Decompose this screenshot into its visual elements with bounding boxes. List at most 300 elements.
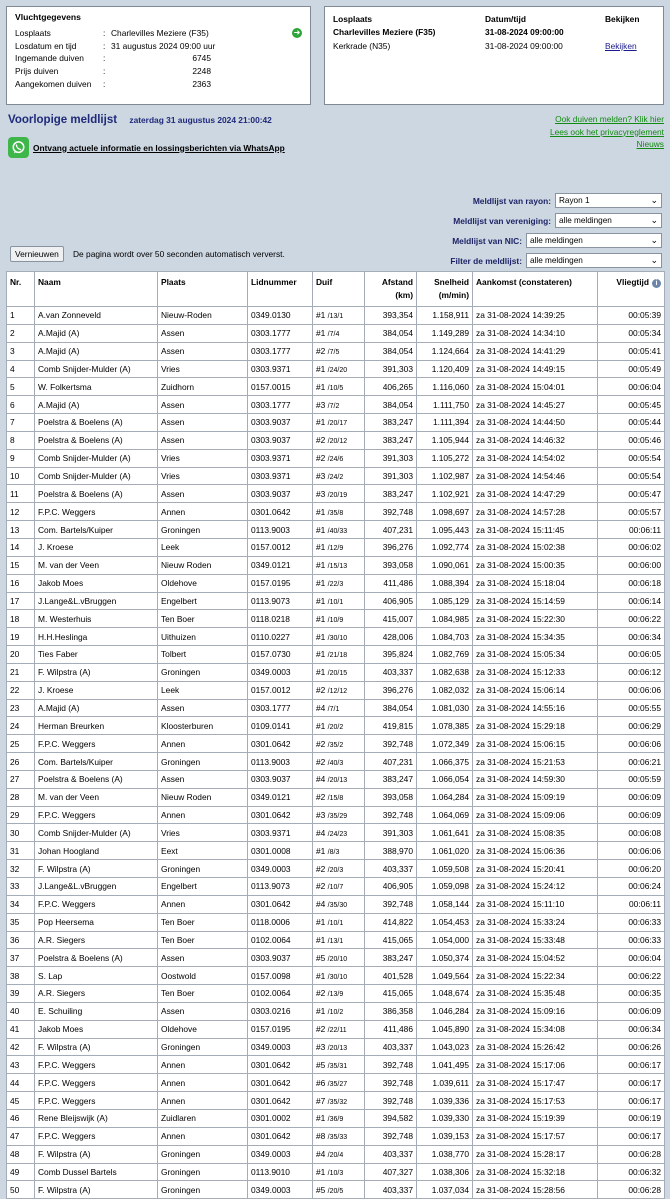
pigeon-sub: /21/18: [327, 652, 348, 660]
cell-arrival: za 31-08-2024 14:54:02: [473, 449, 598, 467]
cell-flight-time: 00:06:06: [598, 735, 665, 753]
pigeon-sub: /10/7: [327, 884, 344, 892]
cell-distance: 383,247: [365, 414, 417, 432]
pigeon-rank: #2: [316, 346, 326, 357]
cell-member: 0109.0141: [248, 717, 313, 735]
whatsapp-icon[interactable]: [8, 137, 29, 158]
pigeon-rank: #2: [316, 685, 326, 696]
cell-distance: 392,748: [365, 1056, 417, 1074]
pigeon-sub: /24/23: [327, 830, 348, 838]
cell-member: 0349.0003: [248, 860, 313, 878]
cell-nr: 13: [7, 521, 35, 539]
cell-pigeon: [313, 307, 365, 325]
table-row: [7, 967, 665, 985]
pigeon-rank: #1: [316, 970, 326, 981]
cell-name: A.Majid (A): [35, 396, 158, 414]
cell-speed: 1.038,770: [417, 1145, 473, 1163]
cell-place: Eext: [158, 842, 248, 860]
cell-nr: 20: [7, 646, 35, 664]
pigeon-rank: #2: [316, 792, 326, 803]
cell-member: 0301.0642: [248, 503, 313, 521]
cell-speed: 1.066,375: [417, 753, 473, 771]
cell-flight-time: 00:06:09: [598, 1002, 665, 1020]
privacy-link[interactable]: Lees ook het privacyreglement: [549, 126, 664, 137]
cell-name: F. Wilpstra (A): [35, 1181, 158, 1199]
filter-rayon-select[interactable]: [555, 193, 662, 208]
pigeon-rank: #1: [316, 417, 326, 428]
page-title: Voorlopige meldlijst: [8, 114, 118, 126]
cell-name: Comb Snijder-Mulder (A): [35, 467, 158, 485]
cell-distance: 383,247: [365, 949, 417, 967]
cell-place: Annen: [158, 503, 248, 521]
cell-pigeon: [313, 342, 365, 360]
pigeon-rank: #1: [316, 1166, 326, 1177]
cell-arrival: za 31-08-2024 14:47:29: [473, 485, 598, 503]
cell-nr: 38: [7, 967, 35, 985]
cell-pigeon: [313, 449, 365, 467]
cell-distance: 392,748: [365, 503, 417, 521]
cell-name: A.R. Siegers: [35, 985, 158, 1003]
cell-place: Uithuizen: [158, 628, 248, 646]
cell-arrival: za 31-08-2024 15:04:01: [473, 378, 598, 396]
cell-pigeon: [313, 538, 365, 556]
cell-arrival: za 31-08-2024 15:22:34: [473, 967, 598, 985]
filter-club: [453, 213, 662, 228]
cell-nr: 22: [7, 681, 35, 699]
cell-flight-time: 00:06:12: [598, 663, 665, 681]
pigeon-rank: #2: [316, 756, 326, 767]
filter-rayon-value: Rayon 1: [559, 196, 590, 205]
cell-flight-time: 00:06:05: [598, 646, 665, 664]
col-flight-time: [598, 272, 665, 307]
table-row: [7, 1145, 665, 1163]
pigeon-sub: /13/1: [327, 313, 344, 321]
flight-info-separator: :: [103, 78, 106, 89]
cell-flight-time: 00:06:29: [598, 717, 665, 735]
cell-pigeon: [313, 895, 365, 913]
whatsapp-link[interactable]: Ontvang actuele informatie en lossingsberichten via WhatsApp: [33, 142, 285, 153]
cell-distance: 392,748: [365, 895, 417, 913]
pigeon-sub: /35/27: [327, 1080, 348, 1088]
cell-nr: 45: [7, 1092, 35, 1110]
pigeon-sub: /20/2: [327, 723, 344, 731]
release-datetime: 31-08-2024 09:00:00: [485, 27, 564, 38]
filter-nic-select[interactable]: [526, 233, 662, 248]
col-arrival: Aankomst (constateren): [473, 272, 598, 307]
pigeon-sub: /8/3: [327, 848, 340, 856]
cell-distance: 384,054: [365, 342, 417, 360]
pigeon-rank: #3: [316, 399, 326, 410]
cell-nr: 39: [7, 985, 35, 1003]
pigeon-sub: /40/3: [327, 759, 344, 767]
cell-speed: 1.045,890: [417, 1020, 473, 1038]
cell-name: Rene Bleijswijk (A): [35, 1109, 158, 1127]
table-row: [7, 842, 665, 860]
cell-place: Assen: [158, 396, 248, 414]
pigeon-rank: #4: [316, 702, 326, 713]
pigeon-rank: #2: [316, 453, 326, 464]
cell-nr: 33: [7, 878, 35, 896]
cell-member: 0303.1777: [248, 396, 313, 414]
cell-arrival: za 31-08-2024 15:04:52: [473, 949, 598, 967]
pigeon-rank: #3: [316, 1042, 326, 1053]
cell-flight-time: 00:06:06: [598, 842, 665, 860]
cell-arrival: za 31-08-2024 15:33:24: [473, 913, 598, 931]
cell-name: F. Wilpstra (A): [35, 1038, 158, 1056]
cell-flight-time: 00:06:22: [598, 967, 665, 985]
table-row: [7, 1127, 665, 1145]
cell-arrival: za 31-08-2024 15:33:48: [473, 931, 598, 949]
cell-nr: 5: [7, 378, 35, 396]
cell-flight-time: 00:06:28: [598, 1181, 665, 1199]
cell-speed: 1.090,061: [417, 556, 473, 574]
cell-distance: 407,327: [365, 1163, 417, 1181]
cell-place: Ten Boer: [158, 931, 248, 949]
cell-flight-time: 00:06:28: [598, 1145, 665, 1163]
cell-pigeon: [313, 931, 365, 949]
table-row: [7, 1002, 665, 1020]
cell-speed: 1.058,144: [417, 895, 473, 913]
cell-distance: 391,303: [365, 360, 417, 378]
cell-distance: 396,276: [365, 538, 417, 556]
cell-place: Annen: [158, 1092, 248, 1110]
flight-info-value: 2363: [192, 78, 211, 89]
table-row: [7, 878, 665, 896]
cell-member: 0102.0064: [248, 931, 313, 949]
cell-member: 0303.9371: [248, 449, 313, 467]
table-row: [7, 1074, 665, 1092]
pigeon-rank: #1: [316, 506, 326, 517]
cell-speed: 1.039,611: [417, 1074, 473, 1092]
cell-flight-time: 00:06:21: [598, 753, 665, 771]
cell-pigeon: [313, 967, 365, 985]
cell-arrival: za 31-08-2024 15:19:39: [473, 1109, 598, 1127]
cell-pigeon: [313, 699, 365, 717]
cell-speed: 1.088,394: [417, 574, 473, 592]
cell-nr: 14: [7, 538, 35, 556]
cell-arrival: za 31-08-2024 15:08:35: [473, 824, 598, 842]
cell-nr: 7: [7, 414, 35, 432]
cell-nr: 29: [7, 806, 35, 824]
col-distance-unit: (km): [395, 290, 413, 300]
cell-nr: 36: [7, 931, 35, 949]
cell-arrival: za 31-08-2024 15:06:15: [473, 735, 598, 753]
cell-place: Ten Boer: [158, 913, 248, 931]
cell-place: Assen: [158, 949, 248, 967]
cell-name: Comb Snijder-Mulder (A): [35, 824, 158, 842]
cell-speed: 1.061,020: [417, 842, 473, 860]
cell-place: Assen: [158, 770, 248, 788]
cell-place: Annen: [158, 1127, 248, 1145]
cell-arrival: za 31-08-2024 15:12:33: [473, 663, 598, 681]
cell-flight-time: 00:05:54: [598, 467, 665, 485]
cell-speed: 1.082,032: [417, 681, 473, 699]
cell-distance: 384,054: [365, 396, 417, 414]
table-row: [7, 628, 665, 646]
report-pigeons-link[interactable]: Ook duiven melden? Klik hier: [555, 114, 664, 124]
table-row: [7, 378, 665, 396]
cell-member: 0157.0015: [248, 378, 313, 396]
cell-pigeon: [313, 735, 365, 753]
flight-info-row: [15, 52, 302, 65]
cell-place: Tolbert: [158, 646, 248, 664]
cell-flight-time: 00:06:33: [598, 913, 665, 931]
flight-info-value: 2248: [192, 66, 211, 77]
cell-member: 0349.0003: [248, 1145, 313, 1163]
cell-place: Oldehove: [158, 1020, 248, 1038]
flight-info-row: [15, 77, 302, 90]
cell-arrival: za 31-08-2024 15:24:12: [473, 878, 598, 896]
pigeon-sub: /10/1: [327, 920, 344, 928]
cell-distance: 419,815: [365, 717, 417, 735]
cell-flight-time: 00:06:17: [598, 1092, 665, 1110]
cell-distance: 395,824: [365, 646, 417, 664]
flight-info-separator: :: [103, 40, 106, 51]
filter-list-select[interactable]: [526, 253, 662, 268]
col-distance-label: Afstand: [381, 277, 413, 287]
filter-club-select[interactable]: [555, 213, 662, 228]
cell-flight-time: 00:05:41: [598, 342, 665, 360]
flight-info-title: Vluchtgegevens: [15, 12, 81, 22]
table-row: [7, 699, 665, 717]
pigeon-sub: /35/33: [327, 1134, 348, 1142]
col-name: Naam: [35, 272, 158, 307]
cell-nr: 24: [7, 717, 35, 735]
table-row: [7, 913, 665, 931]
pigeon-rank: #4: [316, 774, 326, 785]
cell-pigeon: [313, 485, 365, 503]
table-row: [7, 342, 665, 360]
table-row: [7, 806, 665, 824]
cell-place: Groningen: [158, 753, 248, 771]
cell-distance: 393,058: [365, 788, 417, 806]
cell-place: Oostwold: [158, 967, 248, 985]
pigeon-sub: /20/3: [327, 866, 344, 874]
cell-member: 0157.0730: [248, 646, 313, 664]
cell-name: Pop Heersema: [35, 913, 158, 931]
cell-flight-time: 00:05:46: [598, 431, 665, 449]
flight-info-separator: :: [103, 53, 106, 64]
cell-distance: 403,337: [365, 663, 417, 681]
pigeon-sub: /20/10: [327, 955, 348, 963]
cell-member: 0113.9003: [248, 521, 313, 539]
cell-place: Assen: [158, 414, 248, 432]
cell-place: Assen: [158, 342, 248, 360]
cell-member: 0301.0642: [248, 1074, 313, 1092]
cell-distance: 391,303: [365, 449, 417, 467]
pigeon-sub: /35/29: [327, 813, 348, 821]
cell-distance: 415,065: [365, 931, 417, 949]
cell-pigeon: [313, 1074, 365, 1092]
cell-member: 0301.0642: [248, 1127, 313, 1145]
cell-speed: 1.059,098: [417, 878, 473, 896]
cell-arrival: za 31-08-2024 15:17:47: [473, 1074, 598, 1092]
cell-speed: 1.049,564: [417, 967, 473, 985]
cell-arrival: za 31-08-2024 14:41:29: [473, 342, 598, 360]
cell-nr: 46: [7, 1109, 35, 1127]
pigeon-sub: /10/3: [327, 1169, 344, 1177]
cell-nr: 16: [7, 574, 35, 592]
cell-name: Comb Snijder-Mulder (A): [35, 449, 158, 467]
cell-place: Assen: [158, 1002, 248, 1020]
pigeon-rank: #1: [316, 649, 326, 660]
cell-flight-time: 00:06:17: [598, 1074, 665, 1092]
cell-arrival: za 31-08-2024 15:09:06: [473, 806, 598, 824]
cell-place: Nieuw Roden: [158, 556, 248, 574]
refresh-note: De pagina wordt over 50 seconden automatisch ververst.: [73, 249, 285, 259]
pigeon-rank: #1: [316, 328, 326, 339]
pigeon-rank: #2: [316, 738, 326, 749]
cell-flight-time: 00:06:04: [598, 378, 665, 396]
table-row: [7, 396, 665, 414]
cell-distance: 411,486: [365, 574, 417, 592]
flight-info-value: 31 augustus 2024 09:00 uur: [111, 40, 216, 51]
cell-pigeon: [313, 503, 365, 521]
cell-nr: 30: [7, 824, 35, 842]
col-flight-time-label: Vliegtijd: [616, 277, 649, 287]
cell-arrival: za 31-08-2024 14:49:15: [473, 360, 598, 378]
table-row: [7, 467, 665, 485]
table-row: [7, 610, 665, 628]
cell-name: J.Lange&L.vBruggen: [35, 878, 158, 896]
cell-pigeon: [313, 1020, 365, 1038]
flight-info-value: Charlevilles Meziere (F35): [111, 28, 209, 39]
refresh-button[interactable]: Vernieuwen: [10, 246, 64, 262]
cell-flight-time: 00:06:14: [598, 592, 665, 610]
cell-arrival: za 31-08-2024 15:20:41: [473, 860, 598, 878]
cell-arrival: za 31-08-2024 15:09:16: [473, 1002, 598, 1020]
cell-nr: 19: [7, 628, 35, 646]
col-speed-unit: (m/min): [438, 290, 469, 300]
cell-speed: 1.039,153: [417, 1127, 473, 1145]
pigeon-rank: #6: [316, 1077, 326, 1088]
cell-name: A.Majid (A): [35, 342, 158, 360]
cell-arrival: za 31-08-2024 15:32:18: [473, 1163, 598, 1181]
cell-distance: 384,054: [365, 324, 417, 342]
pigeon-sub: /30/10: [327, 973, 348, 981]
pigeon-rank: #8: [316, 1131, 326, 1142]
release-place: Kerkrade (N35): [333, 40, 391, 51]
cell-arrival: za 31-08-2024 15:35:48: [473, 985, 598, 1003]
filter-list-label: Filter de meldlijst:: [450, 255, 522, 266]
cell-nr: 27: [7, 770, 35, 788]
cell-nr: 21: [7, 663, 35, 681]
cell-member: 0303.0216: [248, 1002, 313, 1020]
filter-rayon-label: Meldlijst van rayon:: [472, 195, 551, 206]
chevron-down-icon: ⌄: [650, 255, 658, 265]
cell-pigeon: [313, 717, 365, 735]
cell-pigeon: [313, 1109, 365, 1127]
cell-nr: 15: [7, 556, 35, 574]
cell-name: Poelstra & Boelens (A): [35, 485, 158, 503]
filter-list-value: alle meldingen: [530, 256, 583, 265]
cell-speed: 1.085,129: [417, 592, 473, 610]
cell-arrival: za 31-08-2024 14:34:10: [473, 324, 598, 342]
cell-pigeon: [313, 521, 365, 539]
cell-name: F.P.C. Weggers: [35, 895, 158, 913]
pigeon-sub: /13/9: [327, 991, 344, 999]
cell-arrival: za 31-08-2024 15:34:35: [473, 628, 598, 646]
pigeon-sub: /12/9: [327, 545, 344, 553]
cell-name: A.van Zonneveld: [35, 307, 158, 325]
pigeon-rank: #1: [316, 542, 326, 553]
cell-nr: 48: [7, 1145, 35, 1163]
cell-name: S. Lap: [35, 967, 158, 985]
cell-arrival: za 31-08-2024 14:45:27: [473, 396, 598, 414]
cell-arrival: za 31-08-2024 15:00:35: [473, 556, 598, 574]
cell-member: 0113.9010: [248, 1163, 313, 1181]
arrow-right-icon[interactable]: ➜: [293, 28, 301, 38]
table-row: [7, 538, 665, 556]
cell-name: H.H.Heslinga: [35, 628, 158, 646]
cell-pigeon: [313, 806, 365, 824]
info-icon[interactable]: i: [652, 279, 661, 288]
cell-pigeon: [313, 1038, 365, 1056]
pigeon-sub: /15/8: [327, 795, 344, 803]
table-row: [7, 735, 665, 753]
pigeon-sub: /35/8: [327, 509, 344, 517]
cell-distance: 403,337: [365, 860, 417, 878]
cell-name: A.Majid (A): [35, 324, 158, 342]
cell-flight-time: 00:06:09: [598, 806, 665, 824]
cell-place: Groningen: [158, 1181, 248, 1199]
cell-name: E. Schuiling: [35, 1002, 158, 1020]
release-view-link[interactable]: Bekijken: [605, 40, 637, 51]
cell-place: Annen: [158, 1074, 248, 1092]
cell-member: 0301.0642: [248, 1092, 313, 1110]
cell-member: 0303.9037: [248, 949, 313, 967]
table-header-row: [7, 272, 665, 307]
table-row: [7, 860, 665, 878]
cell-name: Comb Dussel Bartels: [35, 1163, 158, 1181]
cell-nr: 3: [7, 342, 35, 360]
cell-arrival: za 31-08-2024 15:29:18: [473, 717, 598, 735]
cell-member: 0349.0121: [248, 556, 313, 574]
cell-arrival: za 31-08-2024 15:17:06: [473, 1056, 598, 1074]
cell-arrival: za 31-08-2024 15:22:30: [473, 610, 598, 628]
pigeon-sub: /7/2: [327, 402, 340, 410]
cell-name: M. van der Veen: [35, 788, 158, 806]
cell-member: 0110.0227: [248, 628, 313, 646]
cell-name: J. Kroese: [35, 538, 158, 556]
cell-member: 0349.0121: [248, 788, 313, 806]
cell-arrival: za 31-08-2024 14:54:46: [473, 467, 598, 485]
release-header-view: Bekijken: [605, 13, 640, 24]
cell-pigeon: [313, 949, 365, 967]
cell-distance: 392,748: [365, 735, 417, 753]
cell-member: 0303.9037: [248, 431, 313, 449]
table-row: [7, 324, 665, 342]
cell-name: Johan Hoogland: [35, 842, 158, 860]
cell-speed: 1.102,921: [417, 485, 473, 503]
cell-flight-time: 00:05:54: [598, 449, 665, 467]
cell-name: Jakob Moes: [35, 1020, 158, 1038]
col-nr: Nr.: [7, 272, 35, 307]
cell-flight-time: 00:05:39: [598, 307, 665, 325]
cell-nr: 23: [7, 699, 35, 717]
cell-name: F.P.C. Weggers: [35, 1092, 158, 1110]
news-link[interactable]: Nieuws: [636, 139, 664, 150]
pigeon-sub: /20/17: [327, 420, 348, 428]
cell-member: 0301.0642: [248, 806, 313, 824]
table-row: [7, 770, 665, 788]
cell-arrival: za 31-08-2024 15:21:53: [473, 753, 598, 771]
cell-member: 0303.9371: [248, 360, 313, 378]
cell-place: Vries: [158, 449, 248, 467]
cell-place: Leek: [158, 681, 248, 699]
cell-name: A.Majid (A): [35, 699, 158, 717]
pigeon-rank: #1: [316, 934, 326, 945]
